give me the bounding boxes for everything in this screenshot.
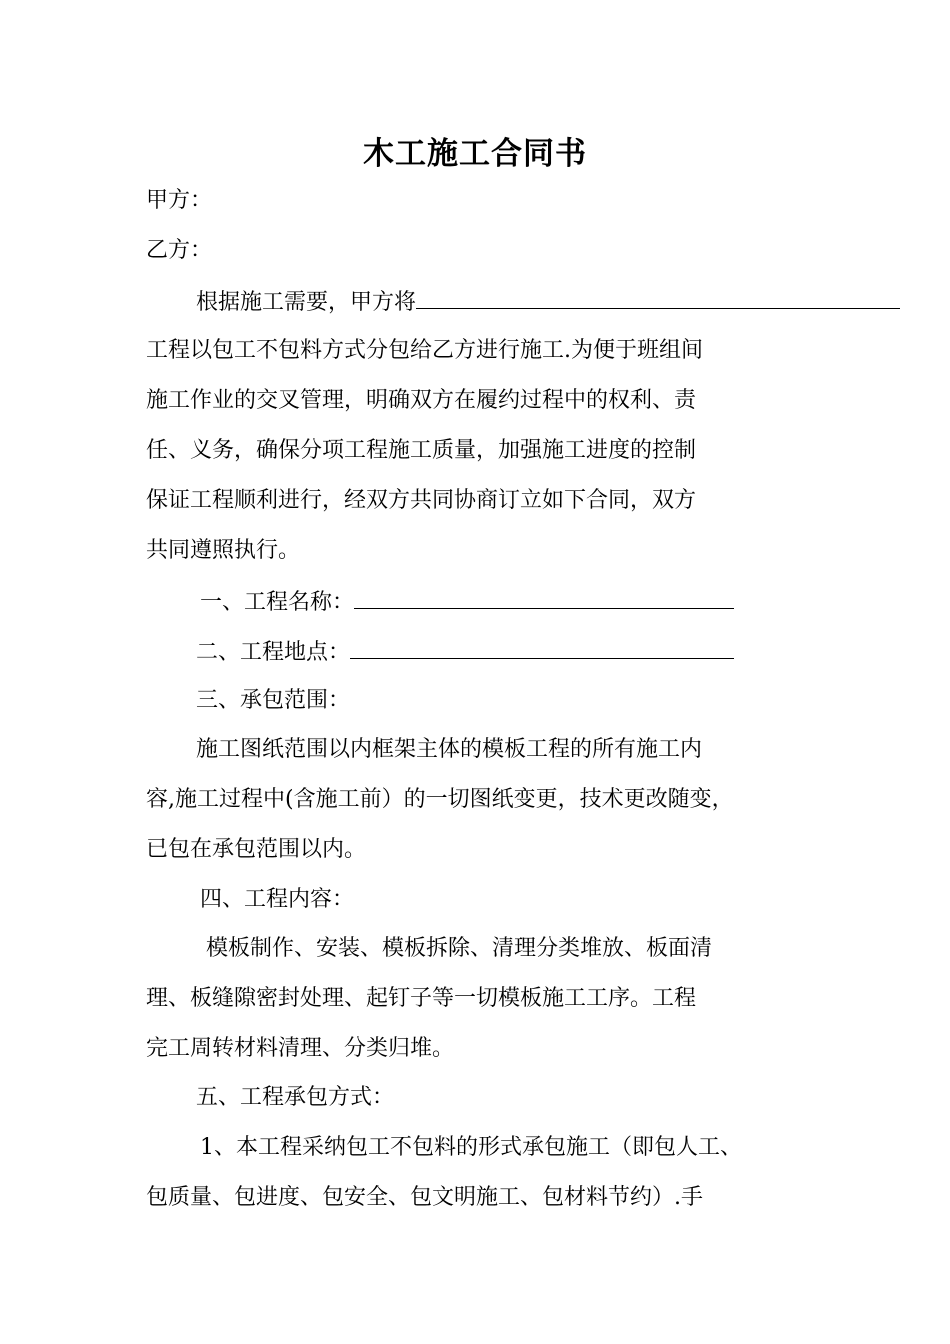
section-2 — [196, 636, 734, 668]
content-line-2: 理、板缝隙密封处理、起钉子等一切模板施工工序。工程 — [146, 986, 697, 1011]
intro-line-2: 工程以包工不包料方式分包给乙方进行施工.为便于班组间 — [146, 338, 703, 363]
section-4-label: 四、工程内容： — [200, 887, 355, 912]
intro-line-3: 施工作业的交叉管理，明确双方在履约过程中的权利、责 — [146, 388, 697, 413]
document-title: 木工施工合同书 — [363, 136, 587, 172]
section-5-label: 五、工程承包方式： — [196, 1085, 395, 1110]
scope-line-3: 已包在承包范围以内。 — [146, 837, 367, 862]
section-1-label: 一、工程名称： — [200, 590, 355, 615]
project-location-blank — [350, 636, 734, 659]
intro-line-5: 保证工程顺利进行，经双方共同协商订立如下合同，双方 — [146, 488, 697, 513]
section-2-label: 二、工程地点： — [196, 640, 351, 665]
method-line-2: 包质量、包进度、包安全、包文明施工、包材料节约）.手 — [146, 1185, 703, 1210]
scope-line-2: 容,施工过程中(含施工前）的一切图纸变更，技术更改随变， — [146, 787, 734, 812]
intro-line-1-text: 根据施工需要，甲方将 — [196, 290, 417, 315]
party-b-label: 乙方： — [146, 238, 213, 263]
content-line-3: 完工周转材料清理、分类归堆。 — [146, 1036, 455, 1061]
content-line-1: 模板制作、安装、模板拆除、清理分类堆放、板面清 — [206, 936, 713, 961]
intro-line-4: 任、义务，确保分项工程施工质量，加强施工进度的控制 — [146, 438, 697, 463]
intro-line-6: 共同遵照执行。 — [146, 538, 301, 563]
intro-line-1 — [196, 286, 900, 318]
project-blank — [416, 286, 900, 309]
scope-line-1: 施工图纸范围以内框架主体的模板工程的所有施工内 — [196, 737, 703, 762]
party-a-label: 甲方： — [146, 188, 213, 213]
section-3-label: 三、承包范围： — [196, 688, 351, 713]
method-line-1: 1、本工程采纳包工不包料的形式承包施工（即包人工、 — [200, 1135, 742, 1160]
project-name-blank — [354, 586, 734, 609]
section-1 — [200, 586, 734, 618]
